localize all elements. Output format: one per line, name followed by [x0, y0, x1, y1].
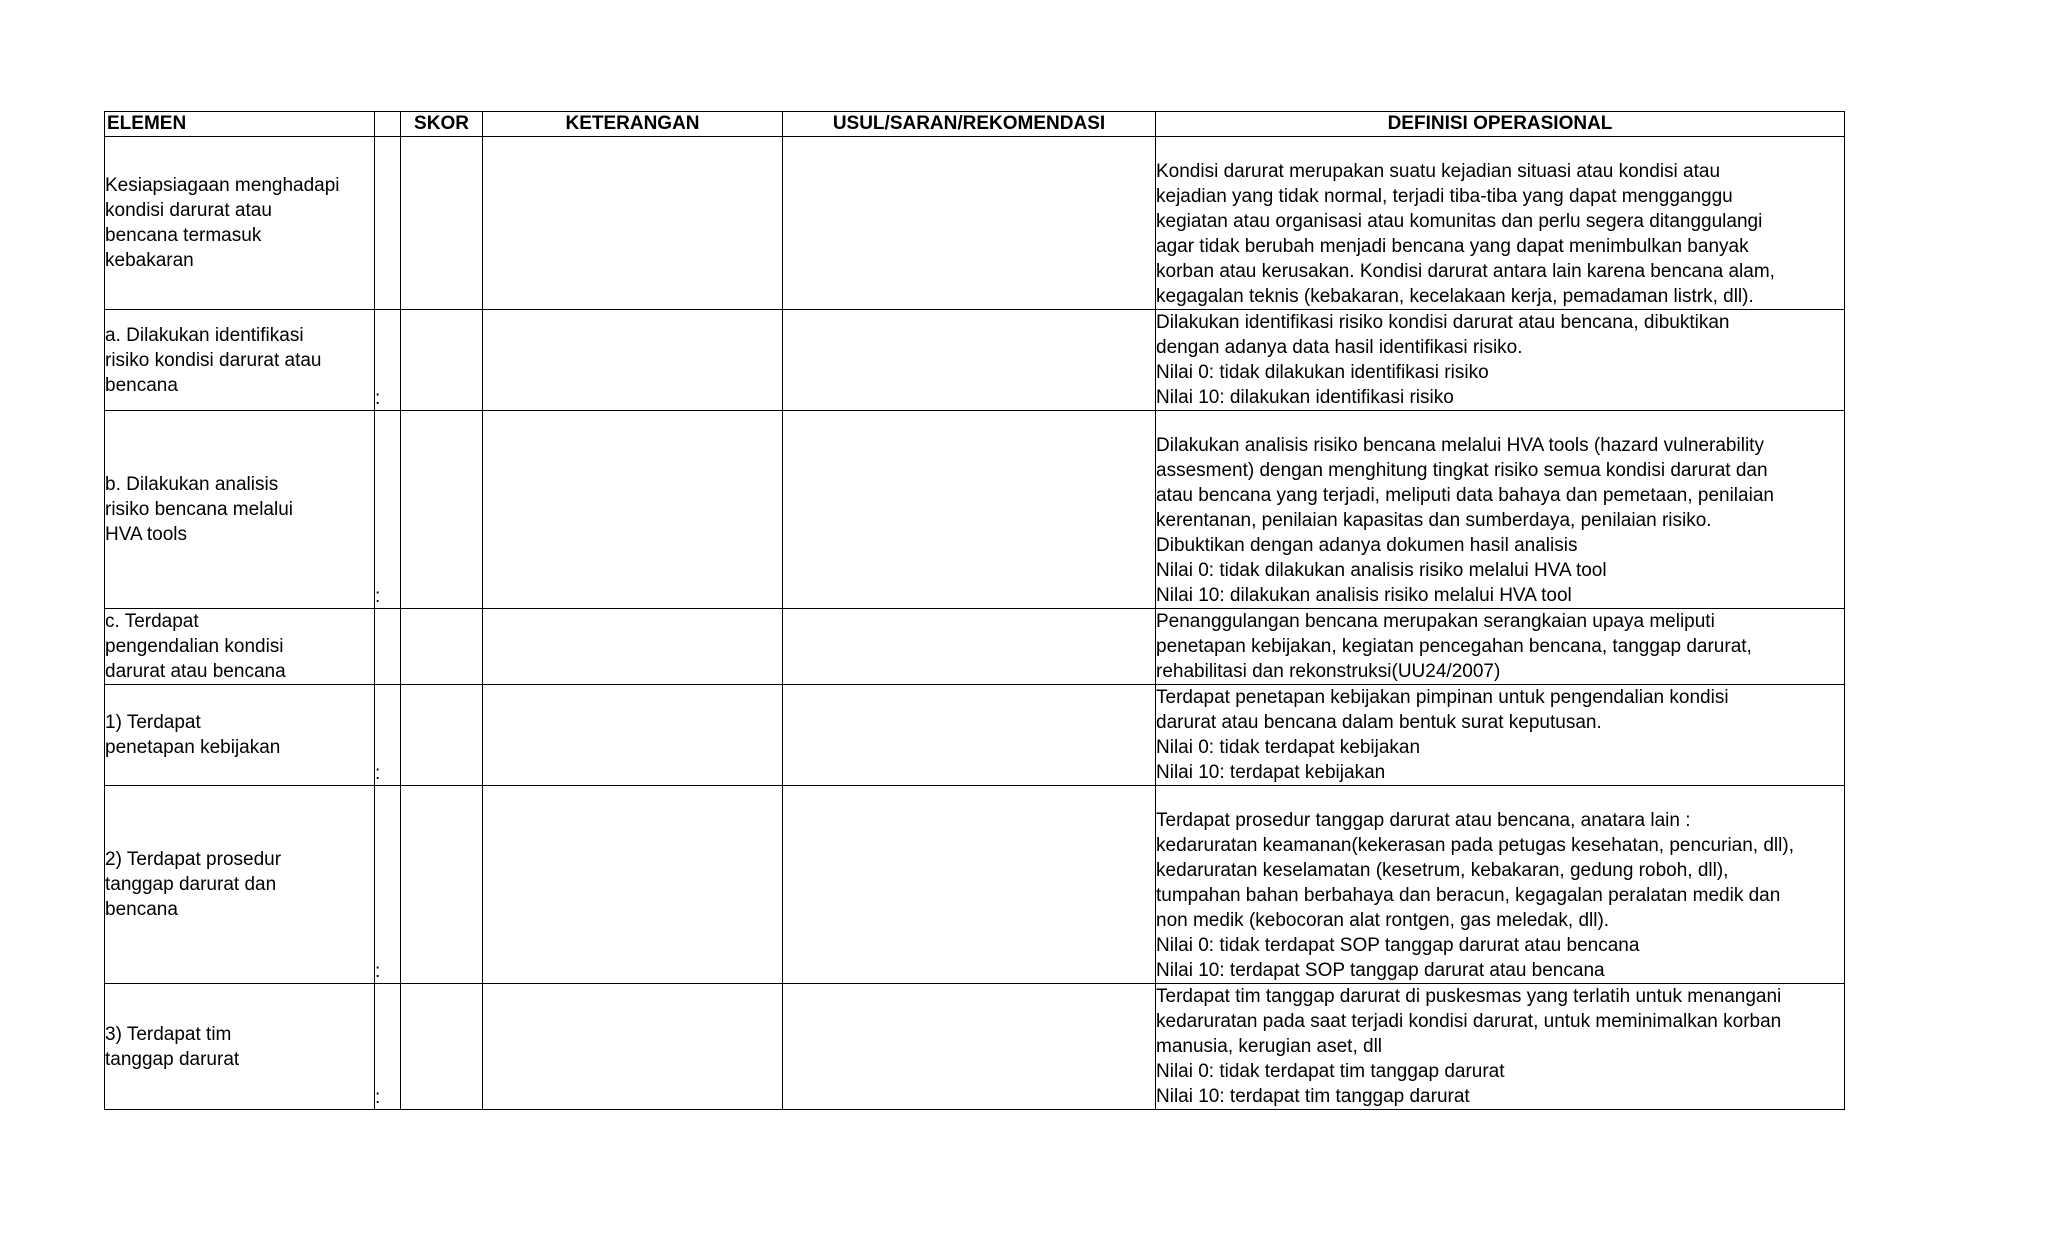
elemen-line: tanggap darurat	[105, 1048, 240, 1070]
definisi-line: Kondisi darurat merupakan suatu kejadian situasi atau kondisi atau	[1156, 161, 1721, 182]
colon-cell: :	[375, 685, 401, 786]
elemen-line: 2) Terdapat prosedur	[105, 849, 282, 870]
elemen-line: Kesiapsiagaan menghadapi	[105, 175, 340, 196]
colon-cell: :	[375, 411, 401, 609]
header-usul: USUL/SARAN/REKOMENDASI	[783, 112, 1156, 137]
definisi-line: Dilakukan analisis risiko bencana melalui HVA tools (hazard vulnerability	[1156, 435, 1764, 456]
usul-cell[interactable]	[783, 984, 1156, 1110]
definisi-line: Nilai 10: terdapat tim tanggap darurat	[1156, 1086, 1470, 1107]
elemen-line: risiko kondisi darurat atau	[105, 349, 322, 371]
definisi-line: kegagalan teknis (kebakaran, kecelakaan kerja, pemadaman listrk, dll).	[1156, 286, 1754, 307]
definisi-line: korban atau kerusakan. Kondisi darurat antara lain karena bencana alam,	[1156, 261, 1775, 282]
elemen-line: risiko bencana melalui	[105, 499, 293, 520]
header-keterangan: KETERANGAN	[483, 112, 783, 137]
elemen-cell	[105, 310, 375, 411]
definisi-line: Terdapat penetapan kebijakan pimpinan untuk pengendalian kondisi	[1156, 687, 1729, 708]
definisi-line: Nilai 10: terdapat kebijakan	[1156, 762, 1386, 783]
definisi-line: Nilai 0: tidak terdapat SOP tanggap darurat atau bencana	[1156, 935, 1640, 956]
elemen-line: c. Terdapat	[105, 611, 199, 632]
definisi-cell	[1156, 786, 1845, 984]
keterangan-cell[interactable]	[483, 310, 783, 411]
definisi-line: kegiatan atau organisasi atau komunitas dan perlu segera ditanggulangi	[1156, 211, 1763, 232]
definisi-line: Nilai 10: terdapat SOP tanggap darurat atau bencana	[1156, 960, 1605, 981]
usul-cell[interactable]	[783, 411, 1156, 609]
definisi-line: Terdapat prosedur tanggap darurat atau bencana, anatara lain :	[1156, 810, 1691, 831]
elemen-line: kondisi darurat atau	[105, 200, 272, 221]
elemen-cell	[105, 786, 375, 984]
skor-cell[interactable]	[401, 137, 483, 310]
elemen-line: a. Dilakukan identifikasi	[105, 324, 304, 346]
definisi-line: kedaruratan keselamatan (kesetrum, kebakaran, gedung roboh, dll),	[1156, 860, 1729, 881]
definisi-line: assesment) dengan menghitung tingkat risiko semua kondisi darurat dan	[1156, 460, 1768, 481]
keterangan-cell[interactable]	[483, 786, 783, 984]
colon-cell: :	[375, 984, 401, 1110]
keterangan-cell[interactable]	[483, 984, 783, 1110]
elemen-cell	[105, 984, 375, 1110]
definisi-line: kejadian yang tidak normal, terjadi tiba-tiba yang dapat mengganggu	[1156, 186, 1733, 207]
header-colon	[375, 112, 401, 137]
header-skor: SKOR	[401, 112, 483, 137]
definisi-line: Nilai 0: tidak dilakukan analisis risiko melalui HVA tool	[1156, 560, 1607, 581]
usul-cell[interactable]	[783, 786, 1156, 984]
usul-cell[interactable]	[783, 310, 1156, 411]
definisi-cell	[1156, 984, 1845, 1110]
elemen-line: b. Dilakukan analisis	[105, 474, 279, 495]
table-row	[105, 786, 1845, 984]
skor-cell[interactable]	[401, 310, 483, 411]
elemen-cell	[105, 685, 375, 786]
table-row	[105, 310, 1845, 411]
definisi-cell	[1156, 609, 1845, 685]
definisi-line: Nilai 0: tidak terdapat kebijakan	[1156, 737, 1421, 758]
definisi-line: Dilakukan identifikasi risiko kondisi darurat atau bencana, dibuktikan	[1156, 312, 1730, 333]
elemen-line: kebakaran	[105, 250, 194, 271]
elemen-cell	[105, 137, 375, 310]
keterangan-cell[interactable]	[483, 685, 783, 786]
keterangan-cell[interactable]	[483, 137, 783, 310]
definisi-line: rehabilitasi dan rekonstruksi(UU24/2007)	[1156, 661, 1501, 682]
definisi-line: darurat atau bencana dalam bentuk surat keputusan.	[1156, 712, 1602, 733]
table-row	[105, 609, 1845, 685]
definisi-line: dengan adanya data hasil identifikasi risiko.	[1156, 337, 1523, 358]
elemen-line: pengendalian kondisi	[105, 636, 284, 657]
definisi-line: Penanggulangan bencana merupakan serangkaian upaya meliputi	[1156, 611, 1715, 632]
skor-cell[interactable]	[401, 786, 483, 984]
definisi-cell	[1156, 411, 1845, 609]
skor-cell[interactable]	[401, 609, 483, 685]
definisi-line: atau bencana yang terjadi, meliputi data bahaya dan pemetaan, penilaian	[1156, 485, 1774, 506]
elemen-line: darurat atau bencana	[105, 661, 286, 682]
elemen-line: tanggap darurat dan	[105, 874, 277, 895]
colon-cell: :	[375, 786, 401, 984]
definisi-line: tumpahan bahan berbahaya dan beracun, kegagalan peralatan medik dan	[1156, 885, 1781, 906]
elemen-line: bencana	[105, 899, 178, 920]
elemen-line: bencana termasuk	[105, 225, 262, 246]
usul-cell[interactable]	[783, 685, 1156, 786]
colon-cell	[375, 137, 401, 310]
definisi-line: penetapan kebijakan, kegiatan pencegahan bencana, tanggap darurat,	[1156, 636, 1752, 657]
definisi-cell	[1156, 685, 1845, 786]
definisi-line: kedaruratan keamanan(kekerasan pada petugas kesehatan, pencurian, dll),	[1156, 835, 1794, 856]
elemen-line: bencana	[105, 374, 178, 396]
definisi-line: Nilai 10: dilakukan identifikasi risiko	[1156, 387, 1454, 408]
elemen-cell	[105, 609, 375, 685]
header-definisi: DEFINISI OPERASIONAL	[1156, 112, 1845, 137]
definisi-line: manusia, kerugian aset, dll	[1156, 1036, 1383, 1057]
definisi-cell	[1156, 137, 1845, 310]
skor-cell[interactable]	[401, 411, 483, 609]
keterangan-cell[interactable]	[483, 411, 783, 609]
keterangan-cell[interactable]	[483, 609, 783, 685]
assessment-table	[104, 111, 1845, 1110]
colon-cell: :	[375, 310, 401, 411]
table-row	[105, 411, 1845, 609]
colon-cell	[375, 609, 401, 685]
skor-cell[interactable]	[401, 984, 483, 1110]
definisi-line: kerentanan, penilaian kapasitas dan sumberdaya, penilaian risiko.	[1156, 510, 1712, 531]
header-elemen: ELEMEN	[105, 112, 375, 137]
definisi-line: Nilai 0: tidak terdapat tim tanggap darurat	[1156, 1061, 1505, 1082]
table-row	[105, 984, 1845, 1110]
header-row	[105, 112, 1845, 137]
table-row	[105, 685, 1845, 786]
definisi-line: non medik (kebocoran alat rontgen, gas meledak, dll).	[1156, 910, 1610, 931]
definisi-line: Nilai 0: tidak dilakukan identifikasi risiko	[1156, 362, 1489, 383]
usul-cell[interactable]	[783, 137, 1156, 310]
definisi-line: Nilai 10: dilakukan analisis risiko melalui HVA tool	[1156, 585, 1572, 606]
table-row	[105, 137, 1845, 310]
skor-cell[interactable]	[401, 685, 483, 786]
definisi-line: kedaruratan pada saat terjadi kondisi darurat, untuk meminimalkan korban	[1156, 1011, 1782, 1032]
definisi-line: Dibuktikan dengan adanya dokumen hasil analisis	[1156, 535, 1578, 556]
elemen-line: 3) Terdapat tim	[105, 1023, 232, 1045]
definisi-cell	[1156, 310, 1845, 411]
elemen-cell	[105, 411, 375, 609]
elemen-line: HVA tools	[105, 524, 188, 545]
elemen-line: 1) Terdapat	[105, 712, 201, 733]
definisi-line: Terdapat tim tanggap darurat di puskesmas yang terlatih untuk menangani	[1156, 986, 1782, 1007]
usul-cell[interactable]	[783, 609, 1156, 685]
elemen-line: penetapan kebijakan	[105, 737, 281, 758]
definisi-line: agar tidak berubah menjadi bencana yang dapat menimbulkan banyak	[1156, 236, 1749, 257]
